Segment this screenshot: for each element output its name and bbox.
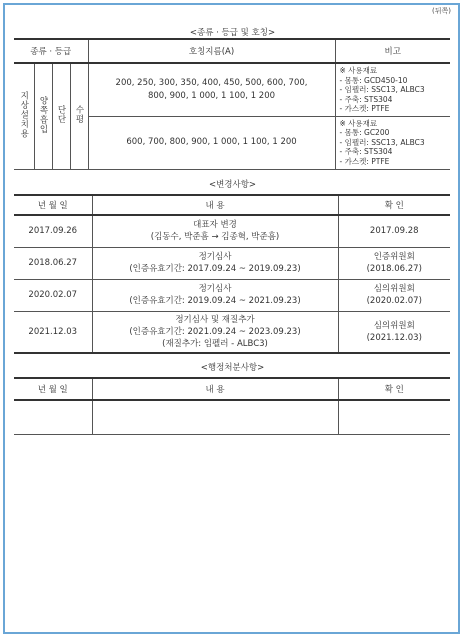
- change-3-content-1: (인증유효기간: 2019.09.24 ~ 2021.09.23): [129, 296, 301, 306]
- sizes-2-line1: 600, 700, 800, 900, 1 000, 1 100, 1 200: [126, 137, 297, 147]
- remark-2-2: - 임펠러: SSC13, ALBC3: [339, 137, 425, 147]
- category-install: [14, 63, 34, 169]
- remarks-cell-2: [335, 116, 450, 169]
- change-3-content: [92, 279, 338, 311]
- sizes-1-line1: 200, 250, 300, 350, 400, 450, 500, 600, 700,: [115, 77, 308, 88]
- admin-header-date: 년 월 일: [14, 378, 92, 400]
- sizes-1-line2: 800, 900, 1 000, 1 100, 1 200: [147, 90, 276, 101]
- change-3-date: 2020.02.07: [14, 279, 92, 311]
- change-3-confirm-1: (2020.02.07): [366, 296, 422, 306]
- admin-empty-content: [92, 400, 338, 434]
- admin-header-confirm: 확 인: [338, 378, 450, 400]
- category-orientation-text: 수평: [74, 105, 84, 125]
- remark-2-1: - 몸통: GC200: [339, 128, 390, 137]
- admin-actions-table: [14, 377, 450, 435]
- change-1-content: [92, 215, 338, 247]
- remark-1-4: - 가스켓: PTFE: [339, 104, 390, 113]
- header-remarks: 비고: [335, 39, 450, 63]
- section-title-types: <종류 · 등급 및 호칭>: [189, 28, 276, 38]
- remark-2-4: - 가스켓: PTFE: [339, 156, 390, 166]
- remark-1-3: - 주축: STS304: [339, 94, 393, 104]
- change-4-content: [92, 311, 338, 353]
- change-2-date: 2018.06.27: [14, 247, 92, 279]
- section-title-admin: <행정처분사항>: [200, 363, 265, 373]
- remark-2-0: ※ 사용재료: [339, 118, 378, 128]
- change-2-confirm-0: 인증위원회: [373, 252, 415, 262]
- change-2-content-0: 정기심사: [198, 252, 232, 262]
- change-3-confirm: [338, 279, 450, 311]
- changes-header-content: 내 용: [92, 195, 338, 215]
- change-4-confirm: [338, 311, 450, 353]
- remark-1-0: ※ 사용재료: [339, 66, 378, 75]
- category-stage-text: 단단: [56, 105, 66, 125]
- admin-empty-confirm: [338, 400, 450, 434]
- changes-header-date: 년 월 일: [14, 195, 92, 215]
- category-install-text: 지상설치용: [18, 91, 29, 139]
- change-2-confirm: [338, 247, 450, 279]
- category-suction: [34, 63, 52, 169]
- change-4-content-0: 정기심사 및 재질추가: [175, 314, 255, 325]
- change-2-content: [92, 247, 338, 279]
- category-orientation: [70, 63, 88, 169]
- types-table: [14, 38, 450, 170]
- header-type-grade: 종류 · 등급: [14, 39, 88, 63]
- admin-empty-date: [14, 400, 92, 434]
- change-1-content-1: (김동수, 박준흠 → 김종혁, 박준흠): [150, 232, 280, 243]
- admin-header-content: 내 용: [92, 378, 338, 400]
- remark-1-1: - 몸통: GCD450-10: [339, 75, 408, 85]
- remark-2-3: - 주축: STS304: [339, 147, 393, 156]
- change-4-content-2: (재질추가: 임펠러 - ALBC3): [162, 338, 268, 349]
- category-suction-text: 양쪽흡입: [38, 95, 48, 134]
- remarks-cell-1: [335, 63, 450, 116]
- change-4-content-1: (인증유효기간: 2021.09.24 ~ 2023.09.23): [129, 326, 301, 337]
- change-4-confirm-0: 심의위원회: [373, 320, 415, 331]
- change-4-confirm-1: (2021.12.03): [366, 332, 422, 343]
- change-3-content-0: 정기심사: [198, 284, 232, 294]
- changes-header-confirm: 확 인: [338, 195, 450, 215]
- sizes-cell-1: [88, 63, 335, 116]
- change-3-confirm-0: 심의위원회: [373, 284, 415, 294]
- change-4-date: 2021.12.03: [14, 311, 92, 353]
- remark-1-2: - 임펠러: SSC13, ALBC3: [339, 85, 425, 94]
- changes-table: [14, 194, 450, 354]
- change-2-content-1: (인증유효기간: 2017.09.24 ~ 2019.09.23): [129, 264, 301, 274]
- section-title-changes: <변경사항>: [208, 180, 257, 190]
- category-stage: [52, 63, 70, 169]
- sizes-cell-2: [88, 116, 335, 169]
- change-1-date: 2017.09.26: [14, 215, 92, 247]
- page-side-note: (뒤쪽): [432, 7, 451, 15]
- change-1-content-0: 대표자 변경: [193, 220, 237, 231]
- change-1-confirm: 2017.09.28: [338, 215, 450, 247]
- header-nominal-size: 호칭지름(A): [88, 39, 335, 63]
- change-2-confirm-1: (2018.06.27): [366, 264, 422, 274]
